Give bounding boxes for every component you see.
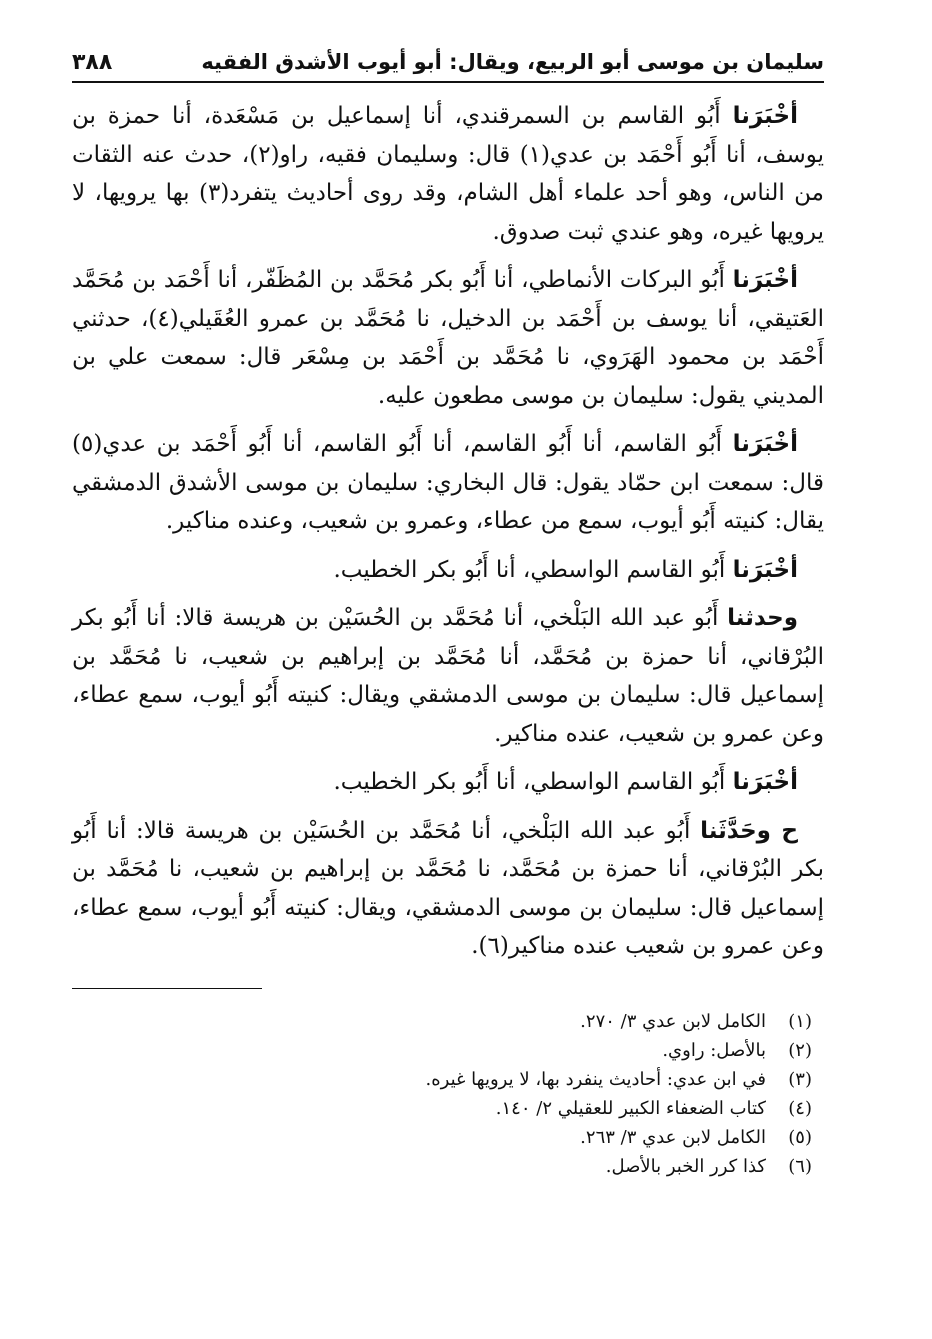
paragraph-lead: أخْبَرَنا bbox=[732, 103, 798, 129]
paragraph-lead: وحدثنا bbox=[727, 605, 798, 631]
paragraph-lead: أخْبَرَنا bbox=[732, 431, 798, 457]
footnote bbox=[72, 1123, 812, 1152]
footnote-text: الكامل لابن عدي ٣/ ٢٦٣. bbox=[580, 1126, 766, 1148]
running-title: سليمان بن موسى أبو الربيع، ويقال: أبو أيوب الأشدق الفقيه bbox=[201, 50, 824, 74]
footnote bbox=[72, 1007, 812, 1036]
footnote-text: في ابن عدي: أحاديث ينفرد بها، لا يرويها غيره. bbox=[425, 1068, 766, 1090]
paragraph bbox=[72, 97, 824, 251]
paragraph-text: أَبُو القاسم الواسطي، أنا أَبُو بكر الخطيب. bbox=[333, 769, 733, 795]
paragraph-lead: أخْبَرَنا bbox=[732, 556, 798, 583]
footnote-text: كذا كرر الخبر بالأصل. bbox=[605, 1155, 766, 1177]
paragraph-lead: أخْبَرَنا bbox=[732, 267, 798, 293]
page-number: ٣٨٨ bbox=[72, 50, 113, 75]
page-header bbox=[72, 50, 824, 83]
paragraph-text: أَبُو البركات الأنماطي، أنا أَبُو بكر مُحَمَّد بن المُظَفّر، أنا أَحْمَد بن مُحَمَّد العَتيقي، أنا يوسف بن أَحْمَد بن الدخيل، نا مُحَمَّد بن عمرو العُقَيلي(٤)، حدثني أَحْمَد بن محمود الهَرَوي، نا مُحَمَّد بن أَحْمَد بن مِسْعَر قال: سمعت علي بن المديني يقول: سليمان بن موسى مطعون عليه. bbox=[72, 267, 824, 409]
paragraph bbox=[72, 425, 824, 541]
paragraph-lead: ح وحَدَّثَنا bbox=[700, 817, 799, 844]
paragraph-text: أَبُو عبد الله البَلْخي، أنا مُحَمَّد بن الحُسَيْن بن هريسة قالا: أنا أَبُو بكر البُرْقاني، أنا حمزة بن مُحَمَّد، نا مُحَمَّد بن إبراهيم بن شعيب، نا مُحَمَّد بن إسماعيل قال: سليمان بن موسى الدمشقي، ويقال: كنيته أَبُو أيوب، سمع عطاء، وعن عمرو بن شعيب عنده مناكير(٦). bbox=[72, 817, 824, 959]
footnote-number: (٢) bbox=[788, 1039, 812, 1061]
footnotes bbox=[72, 1007, 824, 1181]
footnote-number: (٥) bbox=[788, 1126, 812, 1148]
paragraph bbox=[72, 261, 824, 415]
paragraph bbox=[72, 551, 824, 590]
footnote-separator bbox=[72, 988, 262, 989]
paragraph-text: أَبُو القاسم بن السمرقندي، أنا إسماعيل بن مَسْعَدة، أنا حمزة بن يوسف، أنا أَبُو أَحْمَد بن عدي(١) قال: وسليمان فقيه، راو(٢)، حدث عنه الثقات من الناس، وهو أحد علماء أهل الشام، وقد روى أحاديث يتفرد(٣) بها يرويها، لا يرويها غيره، وهو عندي ثبت صدوق. bbox=[72, 103, 824, 245]
footnote bbox=[72, 1036, 812, 1065]
paragraph-text: أَبُو القاسم، أنا أَبُو القاسم، أنا أَبُو القاسم، أنا أَبُو أَحْمَد بن عدي(٥) قال: سمعت ابن حمّاد يقول: قال البخاري: سليمان بن موسى الأشدق الدمشقي يقال: كنيته أَبُو أيوب، سمع من عطاء، وعمرو بن شعيب، وعنده مناكير. bbox=[72, 431, 824, 534]
footnote bbox=[72, 1094, 812, 1123]
paragraph bbox=[72, 763, 824, 802]
footnote-number: (٦) bbox=[788, 1155, 812, 1177]
footnote-text: الكامل لابن عدي ٣/ ٢٧٠. bbox=[580, 1010, 766, 1032]
paragraph-text: أَبُو عبد الله البَلْخي، أنا مُحَمَّد بن الحُسَيْن بن هريسة قالا: أنا أَبُو بكر البُرْقاني، أنا حمزة بن مُحَمَّد، أنا مُحَمَّد بن إبراهيم بن شعيب، نا مُحَمَّد بن إسماعيل قال: سليمان بن موسى الدمشقي ويقال: كنيته أَبُو أيوب، سمع عطاء، وعن عمرو بن شعيب، عنده مناكير. bbox=[72, 605, 824, 747]
book-page bbox=[72, 50, 824, 1181]
footnote-number: (٣) bbox=[788, 1068, 812, 1090]
paragraph-lead: أخْبَرَنا bbox=[732, 769, 798, 795]
paragraph bbox=[72, 599, 824, 753]
paragraph-text: أَبُو القاسم الواسطي، أنا أَبُو بكر الخطيب. bbox=[333, 556, 733, 583]
footnote-number: (١) bbox=[788, 1010, 812, 1032]
footnote-text: كتاب الضعفاء الكبير للعقيلي ٢/ ١٤٠. bbox=[495, 1097, 766, 1119]
footnote-text: بالأصل: راوي. bbox=[662, 1039, 766, 1061]
footnote-number: (٤) bbox=[788, 1097, 812, 1119]
main-text bbox=[72, 97, 824, 966]
paragraph bbox=[72, 812, 824, 966]
footnote bbox=[72, 1065, 812, 1094]
footnote bbox=[72, 1152, 812, 1181]
